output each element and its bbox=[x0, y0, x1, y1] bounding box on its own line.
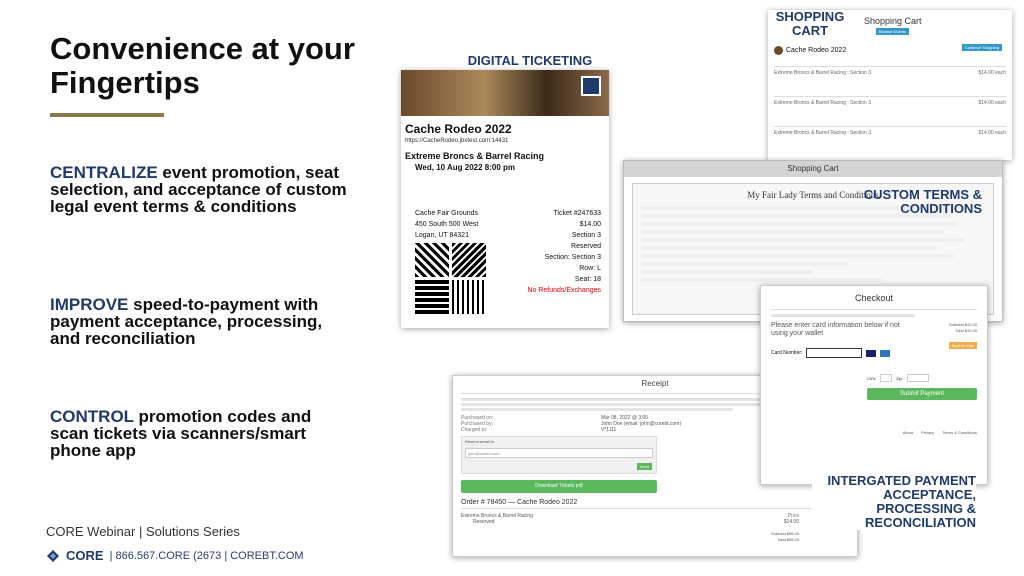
checkout-prompt: Please enter card information below if not using your wallet bbox=[771, 322, 900, 337]
digital-ticketing-label: DIGITAL TICKETING bbox=[467, 53, 593, 68]
title-underline bbox=[50, 113, 164, 117]
receipt-total: $56.00 bbox=[786, 537, 799, 542]
submit-payment-button[interactable]: Submit Payment bbox=[867, 388, 977, 400]
visa-icon bbox=[866, 350, 876, 357]
receipt-subtotal: $56.00 bbox=[786, 531, 799, 536]
cart-item-price: $14.00 each bbox=[978, 130, 1006, 136]
bullet-control bbox=[50, 408, 350, 459]
bullet-improve bbox=[50, 296, 350, 347]
receipt-charged-to: V*1111 bbox=[601, 427, 617, 433]
ticket-status: Reserved bbox=[571, 243, 601, 250]
cart-event-name: Cache Rodeo 2022 bbox=[786, 47, 847, 54]
resend-label: Resend email to: bbox=[465, 439, 496, 444]
receipt-line-status: Reserved bbox=[473, 519, 495, 525]
receipt-line-item: Extreme Broncs & Barrel Racing bbox=[461, 513, 533, 519]
zip-input[interactable] bbox=[907, 374, 929, 382]
receipt-purchased-by: John Doe (email: john@corebt.com) bbox=[601, 421, 682, 427]
terms-title: My Fair Lady Terms and Conditions bbox=[747, 190, 879, 200]
footer-terms-link[interactable]: Terms & Conditions bbox=[942, 430, 977, 435]
ticket-address: 450 South 500 West bbox=[415, 221, 479, 228]
ticket-venue: Cache Fair Grounds bbox=[415, 210, 479, 217]
continue-shopping-button[interactable]: Continue Shopping bbox=[962, 44, 1002, 51]
cart-item-name: Extreme Broncs & Barrel Racing : Section 3 bbox=[774, 70, 871, 76]
rodeo-logo-icon bbox=[581, 76, 601, 96]
ticket-url: https://CacheRodeo.jbxtest.com:14431 bbox=[405, 138, 509, 144]
ticket-show: Extreme Broncs & Barrel Racing bbox=[405, 151, 545, 161]
amex-icon bbox=[880, 350, 890, 357]
ticket-section-full: Section: Section 3 bbox=[544, 254, 601, 261]
ticket-price: $14.00 bbox=[579, 221, 601, 228]
cart-item-name: Extreme Broncs & Barrel Racing : Section 3 bbox=[774, 130, 871, 136]
receipt-line-price: $14.00 bbox=[783, 519, 799, 525]
integrated-payment-label: INTERGATED PAYMENT ACCEPTANCE, PROCESSING & RECONCILIATION bbox=[812, 474, 976, 530]
cart-item-price: $14.00 each bbox=[978, 70, 1006, 76]
receipt-card: Receipt Purchased on: Purchased by: Charged to: Mar 08, 2022 @ 3:05 John Doe (email: john@corebt.com) V*1111 Resend email to: john@corebt.com Send Download Tickets pdf Order # 78450 — Cache Rodeo 2022 Extreme Broncs & Barrel Racing Reserved Price $14.00 Subtotal $56.00 Total $56.00 bbox=[452, 375, 858, 557]
event-avatar bbox=[774, 46, 783, 55]
resend-panel bbox=[461, 436, 657, 474]
footer-contact bbox=[46, 548, 304, 563]
checkout-totals: Subtotal $42.00 Total $42.00 bbox=[948, 322, 977, 333]
bullet-keyword: CONTROL bbox=[50, 407, 134, 426]
ticket-row: Row: L bbox=[579, 265, 601, 272]
footer-series: CORE Webinar | Solutions Series bbox=[46, 524, 240, 539]
cart-item bbox=[774, 126, 1006, 148]
bullet-centralize bbox=[50, 164, 350, 215]
download-tickets-button[interactable]: Download Tickets pdf bbox=[461, 480, 657, 493]
cvv-input[interactable] bbox=[880, 374, 892, 382]
ticket-section: Section 3 bbox=[571, 232, 601, 239]
bullet-keyword: IMPROVE bbox=[50, 295, 129, 314]
card-number-input[interactable] bbox=[806, 348, 862, 358]
bullet-keyword: CENTRALIZE bbox=[50, 163, 158, 182]
slide-title: Convenience at your Fingertips bbox=[50, 31, 355, 100]
checkout-subtotal: $42.00 bbox=[964, 322, 977, 327]
shopping-cart-label: SHOPPING CART bbox=[772, 10, 848, 38]
terms-header: Shopping Cart bbox=[624, 161, 1002, 177]
rodeo-banner-image bbox=[401, 70, 609, 116]
card-number-label: Card Number: bbox=[771, 350, 803, 356]
custom-terms-label: CUSTOM TERMS & CONDITIONS bbox=[863, 187, 982, 216]
terms-text bbox=[641, 206, 985, 282]
checkout-title: Checkout bbox=[854, 293, 894, 303]
checkout-card: Checkout Please enter card information below if not using your wallet Subtotal $42.00 Total $42.00 Back to Cart Card Number: CVV: Zip: Submit Payment About Privacy Terms & Conditions bbox=[760, 285, 988, 485]
ticket-event: Cache Rodeo 2022 bbox=[405, 122, 512, 136]
receipt-order: Order # 78450 — Cache Rodeo 2022 bbox=[461, 499, 849, 509]
ticket-card bbox=[401, 70, 609, 328]
back-to-cart-button[interactable]: Back to Cart bbox=[949, 342, 977, 349]
cart-item bbox=[774, 96, 1006, 126]
browse-events-button[interactable]: Browse Events bbox=[876, 28, 909, 35]
resend-email-input[interactable]: john@corebt.com bbox=[465, 448, 653, 458]
receipt-purchased-on: Mar 08, 2022 @ 3:05 bbox=[601, 415, 649, 421]
bullet-text: speed-to-payment with payment acceptance, processing, and reconciliation bbox=[50, 295, 323, 348]
send-button[interactable]: Send bbox=[637, 463, 652, 470]
cart-item-price: $14.00 each bbox=[978, 100, 1006, 106]
ticket-qr-code bbox=[415, 243, 486, 314]
core-brand: CORE bbox=[66, 548, 104, 563]
receipt-title: Receipt bbox=[641, 379, 669, 388]
checkout-total: $42.00 bbox=[964, 328, 977, 333]
footer-about-link[interactable]: About bbox=[902, 430, 914, 435]
cart-item-name: Extreme Broncs & Barrel Racing : Section 3 bbox=[774, 100, 871, 106]
ticket-number: Ticket #247633 bbox=[553, 210, 601, 217]
footer-privacy-link[interactable]: Privacy bbox=[921, 430, 935, 435]
core-logo-icon bbox=[46, 549, 60, 563]
ticket-policy: No Refunds/Exchanges bbox=[527, 287, 601, 294]
bullet-text: promotion codes and scan tickets via scanners/smart phone app bbox=[50, 407, 312, 460]
bullet-text: event promotion, seat selection, and acceptance of custom legal event terms & conditions bbox=[50, 163, 347, 216]
ticket-city: Logan, UT 84321 bbox=[415, 232, 469, 239]
ticket-seat: Seat: 18 bbox=[574, 276, 601, 283]
cart-title: Shopping Cart bbox=[864, 16, 922, 26]
ticket-date: Wed, 10 Aug 2022 8:00 pm bbox=[415, 163, 516, 172]
cart-item bbox=[774, 66, 1006, 88]
cart-event bbox=[774, 46, 846, 55]
contact-text: | 866.567.CORE (2673 | COREBT.COM bbox=[109, 549, 304, 562]
